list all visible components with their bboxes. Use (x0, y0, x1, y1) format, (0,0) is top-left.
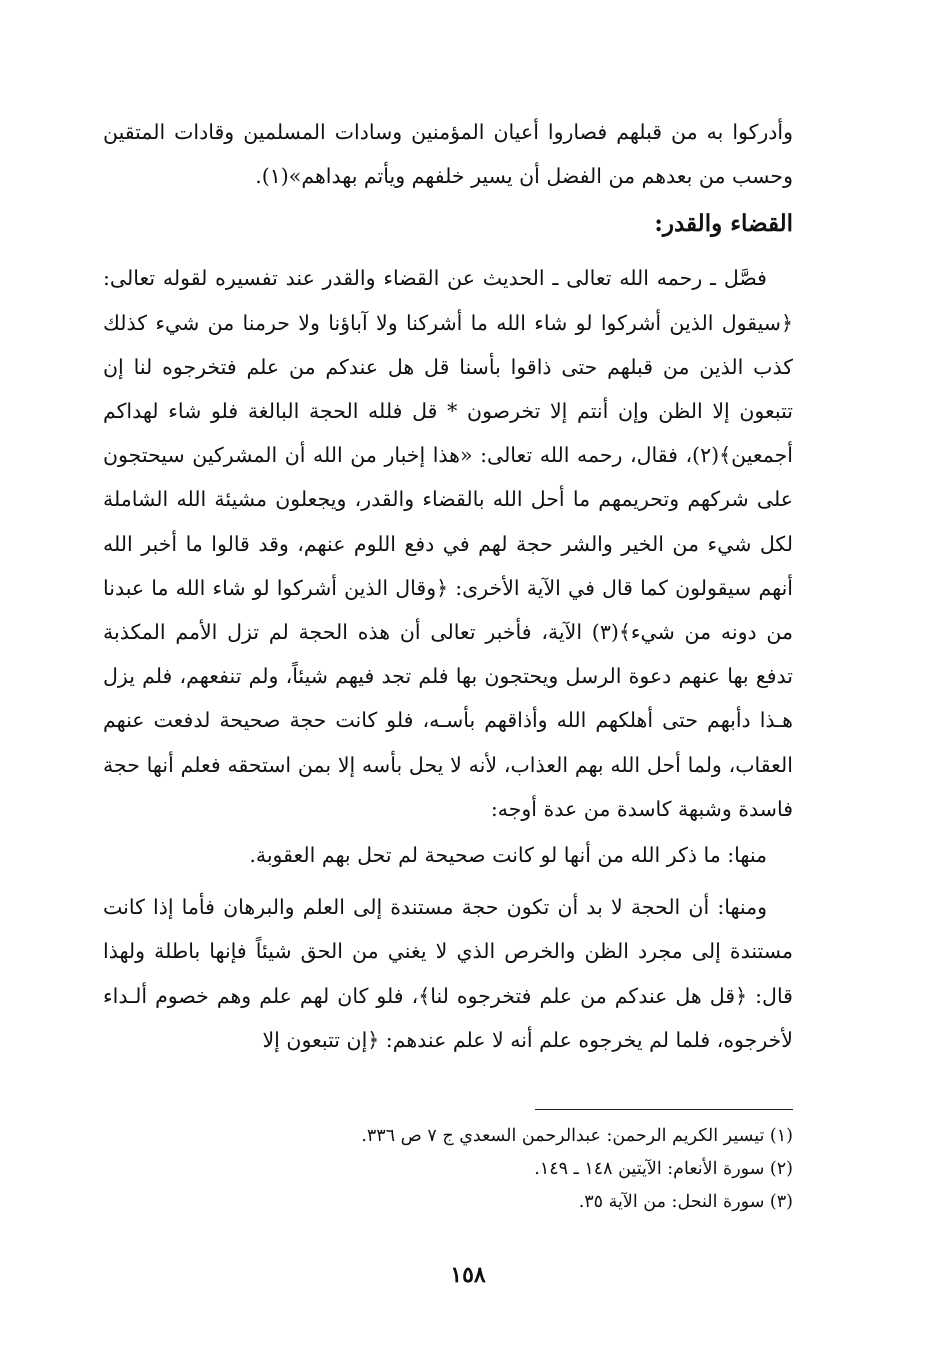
section-heading: القضاء والقدر: (654, 210, 793, 238)
page-number: ١٥٨ (450, 1262, 486, 1288)
paragraph-second-aspect: ومنها: أن الحجة لا بد أن تكون حجة مستندة إلى العلم والبرهان فأما إذا كانت مستندة إلى مجرد الظن والخرص الذي لا يغني من الحق شيئاً فإنها باطلة ولهذا قال: ﴿قل هل عندكم من علم فتخرجوه لنا﴾، فلو كان لهم علم وهم خصوم ألـداء لأخرجوه، فلما لم يخرجوه علم أنه لا علم عندهم: ﴿إن تتبعون إلا (103, 895, 793, 1052)
footnote-1: (١) تيسير الكريم الرحمن: عبدالرحمن السعدي ج ٧ ص ٣٣٦. (361, 1126, 793, 1146)
paragraph-continuation: وأدركوا به من قبلهم فصاروا أعيان المؤمنين وسادات المسلمين وقادات المتقين وحسب من بعدهم من الفضل أن يسير خلفهم ويأتم بهداهم»(١). (103, 120, 793, 189)
footnotes (103, 1120, 793, 1219)
footnote-3: (٣) سورة النحل: من الآية ٣٥. (578, 1192, 793, 1212)
paragraph-first-aspect: منها: ما ذكر الله من أنها لو كانت صحيحة لم تحل بهم العقوبة. (249, 843, 767, 868)
paragraph-qada-qadar: فصَّل ـ رحمه الله تعالى ـ الحديث عن القضاء والقدر عند تفسيره لقوله تعالى: ﴿سيقول الذين أشركوا لو شاء الله ما أشركنا ولا آباؤنا ولا حرمنا من شيء كذلك كذب الذين من قبلهم حتى ذاقوا بأسنا قل هل عندكم من علم فتخرجوه لنا إن تتبعون إلا الظن وإن أنتم إلا تخرصون * قل فلله الحجة البالغة فلو شاء لهداكم أجمعين﴾(٢)، فقال، رحمه الله تعالى: «هذا إخبار من الله أن المشركين سيحتجون على شركهم وتحريمهم ما أحل الله بالقضاء والقدر، ويجعلون مشيئة الله الشاملة لكل شيء من الخير والشر حجة لهم في دفع اللوم عنهم، وقد قالوا ما أخبر الله أنهم سيقولون كما قال في الآية الأخرى: ﴿وقال الذين أشركوا لو شاء الله ما عبدنا من دونه من شيء﴾(٣) الآية، فأخبر تعالى أن هذه الحجة لم تزل الأمم المكذبة تدفع بها عنهم دعوة الرسل ويحتجون بها فلم تجد فيهم شيئاً، ولم تنفعهم، فلم يزل هـذا دأبهم حتى أهلكهم الله وأذاقهم بأسـه، فلو كانت حجة صحيحة لدفعت عنهم العقاب، ولما أحل الله بهم العذاب، لأنه لا يحل بأسه إلا بمن استحقه فعلم أنها حجة فاسدة وشبهة كاسدة من عدة أوجه: (103, 266, 794, 821)
main-text (103, 110, 793, 1062)
footnote-2: (٢) سورة الأنعام: الآيتين ١٤٨ ـ ١٤٩. (534, 1159, 793, 1179)
footnote-separator (535, 1109, 793, 1110)
